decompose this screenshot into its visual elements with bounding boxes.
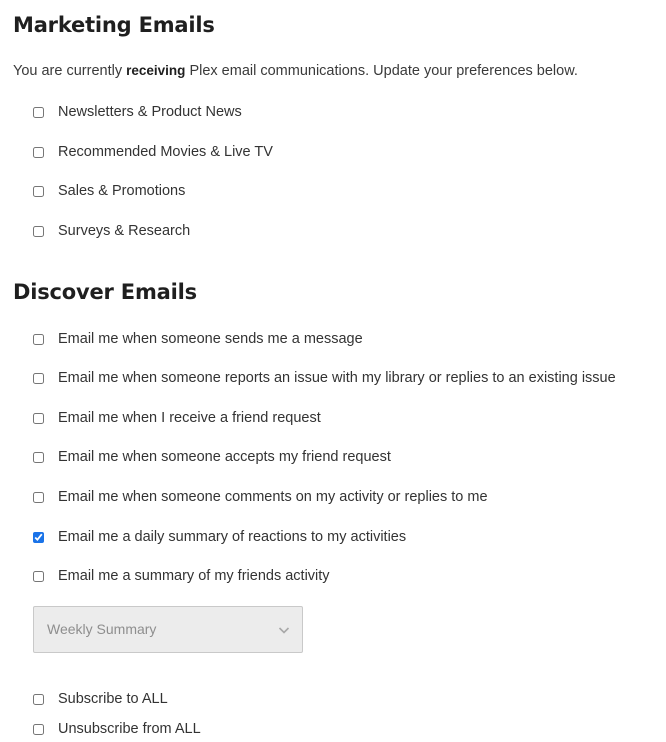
friend-accepted-checkbox[interactable] — [33, 452, 44, 463]
option-recommended[interactable] — [33, 142, 273, 162]
recommended-checkbox[interactable] — [33, 147, 44, 158]
option-library-issue[interactable] — [33, 368, 616, 388]
option-label: Newsletters & Product News — [58, 104, 242, 120]
option-label: Email me when someone comments on my activity or replies to me — [58, 489, 488, 505]
option-comments[interactable] — [33, 487, 488, 507]
select-value: Weekly Summary — [47, 621, 157, 637]
subscription-status: receiving — [126, 63, 186, 78]
option-label: Unsubscribe from ALL — [58, 721, 201, 737]
newsletters-checkbox[interactable] — [33, 107, 44, 118]
option-sales[interactable] — [33, 181, 186, 201]
option-label: Subscribe to ALL — [58, 691, 168, 707]
option-label: Surveys & Research — [58, 223, 191, 239]
option-label: Email me a summary of my friends activity — [58, 568, 330, 584]
marketing-emails-heading: Marketing Emails — [13, 13, 215, 37]
option-label: Email me when I receive a friend request — [58, 410, 321, 426]
option-label: Sales & Promotions — [58, 183, 186, 199]
option-newsletters[interactable] — [33, 102, 242, 122]
option-label: Email me when someone accepts my friend request — [58, 449, 391, 465]
option-friend-accepted[interactable] — [33, 447, 391, 467]
summary-frequency-select[interactable] — [33, 606, 303, 653]
friends-summary-checkbox[interactable] — [33, 571, 44, 582]
option-label: Email me a daily summary of reactions to my activities — [58, 529, 407, 545]
option-label: Email me when someone reports an issue with my library or replies to an existing issue — [58, 370, 616, 386]
message-checkbox[interactable] — [33, 334, 44, 345]
unsubscribe-all-checkbox[interactable] — [33, 724, 44, 735]
option-label: Email me when someone sends me a message — [58, 331, 363, 347]
option-message[interactable] — [33, 329, 363, 349]
discover-emails-heading: Discover Emails — [13, 280, 197, 304]
chevron-down-icon — [278, 624, 290, 636]
daily-reactions-checkbox[interactable] — [33, 532, 44, 543]
option-surveys[interactable] — [33, 221, 191, 241]
option-daily-reactions[interactable] — [33, 527, 407, 547]
unsubscribe-all-option[interactable] — [33, 719, 201, 739]
subscribe-all-checkbox[interactable] — [33, 694, 44, 705]
intro-suffix: Plex email communications. Update your preferences below. — [189, 63, 578, 79]
comments-checkbox[interactable] — [33, 492, 44, 503]
subscribe-all-option[interactable] — [33, 689, 168, 709]
friend-request-checkbox[interactable] — [33, 413, 44, 424]
option-friend-request[interactable] — [33, 408, 321, 428]
option-friends-summary[interactable] — [33, 566, 330, 586]
intro-prefix: You are currently — [13, 63, 123, 79]
surveys-checkbox[interactable] — [33, 226, 44, 237]
sales-checkbox[interactable] — [33, 186, 44, 197]
subscription-status-text — [13, 63, 578, 79]
library-issue-checkbox[interactable] — [33, 373, 44, 384]
option-label: Recommended Movies & Live TV — [58, 144, 273, 160]
